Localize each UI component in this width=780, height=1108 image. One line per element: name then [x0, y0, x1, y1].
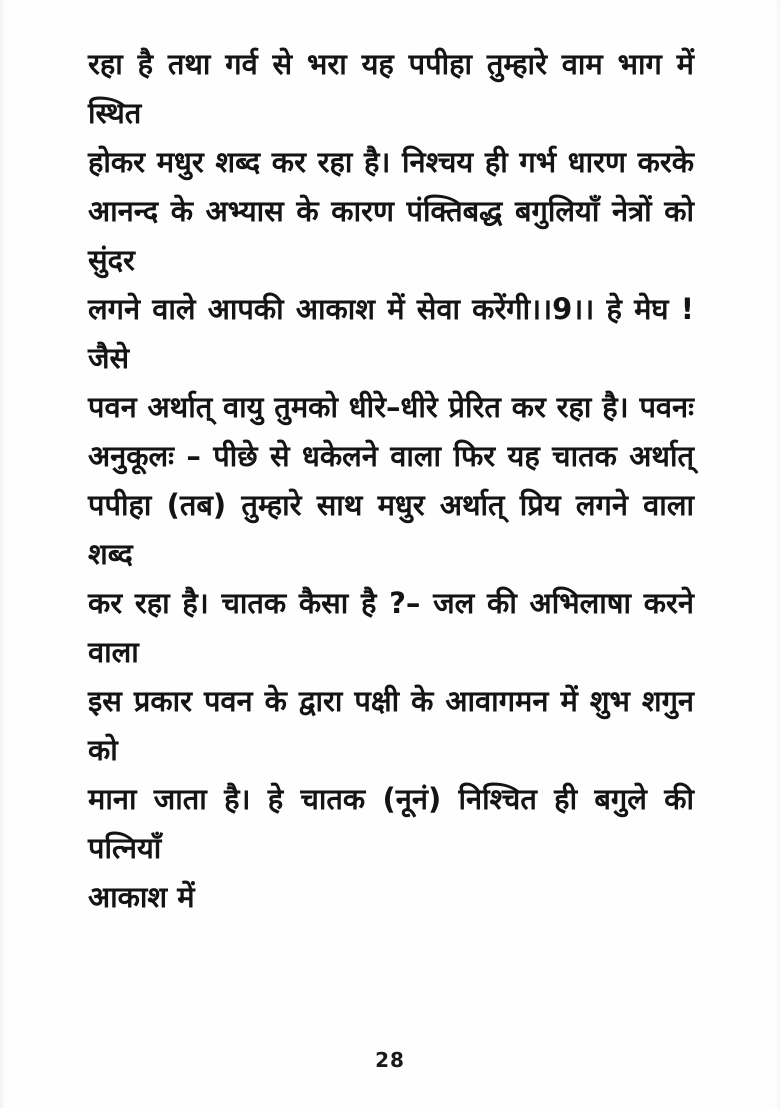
- text-line: माना जाता है। हे चातक (नूनं) निश्चित ही बगुले की पत्नियाँ: [88, 782, 694, 865]
- text-line: लगने वाले आपकी आकाश में सेवा करेंगी।।9।। हे मेघ ! जैसे: [88, 292, 694, 375]
- text-line: पवन अर्थात् वायु तुमको धीरे–धीरे प्रेरित कर रहा है। पवनः: [88, 390, 694, 424]
- text-line: आनन्द के अभ्यास के कारण पंक्तिबद्ध बगुलियाँ नेत्रों को सुंदर: [88, 194, 694, 277]
- paragraph-block: [88, 40, 694, 922]
- text-line: होकर मधुर शब्द कर रहा है। निश्चय ही गर्भ धारण करके: [88, 145, 694, 179]
- text-line: कर रहा है। चातक कैसा है ?– जल की अभिलाषा करने वाला: [88, 586, 694, 669]
- text-line-last: आकाश में: [88, 880, 195, 914]
- text-line: इस प्रकार पवन के द्वारा पक्षी के आवागमन में शुभ शगुन को: [88, 684, 694, 767]
- page-number: 28: [375, 1048, 405, 1072]
- text-line: रहा है तथा गर्व से भरा यह पपीहा तुम्हारे वाम भाग में स्थित: [88, 47, 694, 130]
- text-line: पपीहा (तब) तुम्हारे साथ मधुर अर्थात् प्रिय लगने वाला शब्द: [88, 488, 694, 571]
- text-line: अनुकूलः – पीछे से धकेलने वाला फिर यह चातक अर्थात्: [88, 439, 694, 473]
